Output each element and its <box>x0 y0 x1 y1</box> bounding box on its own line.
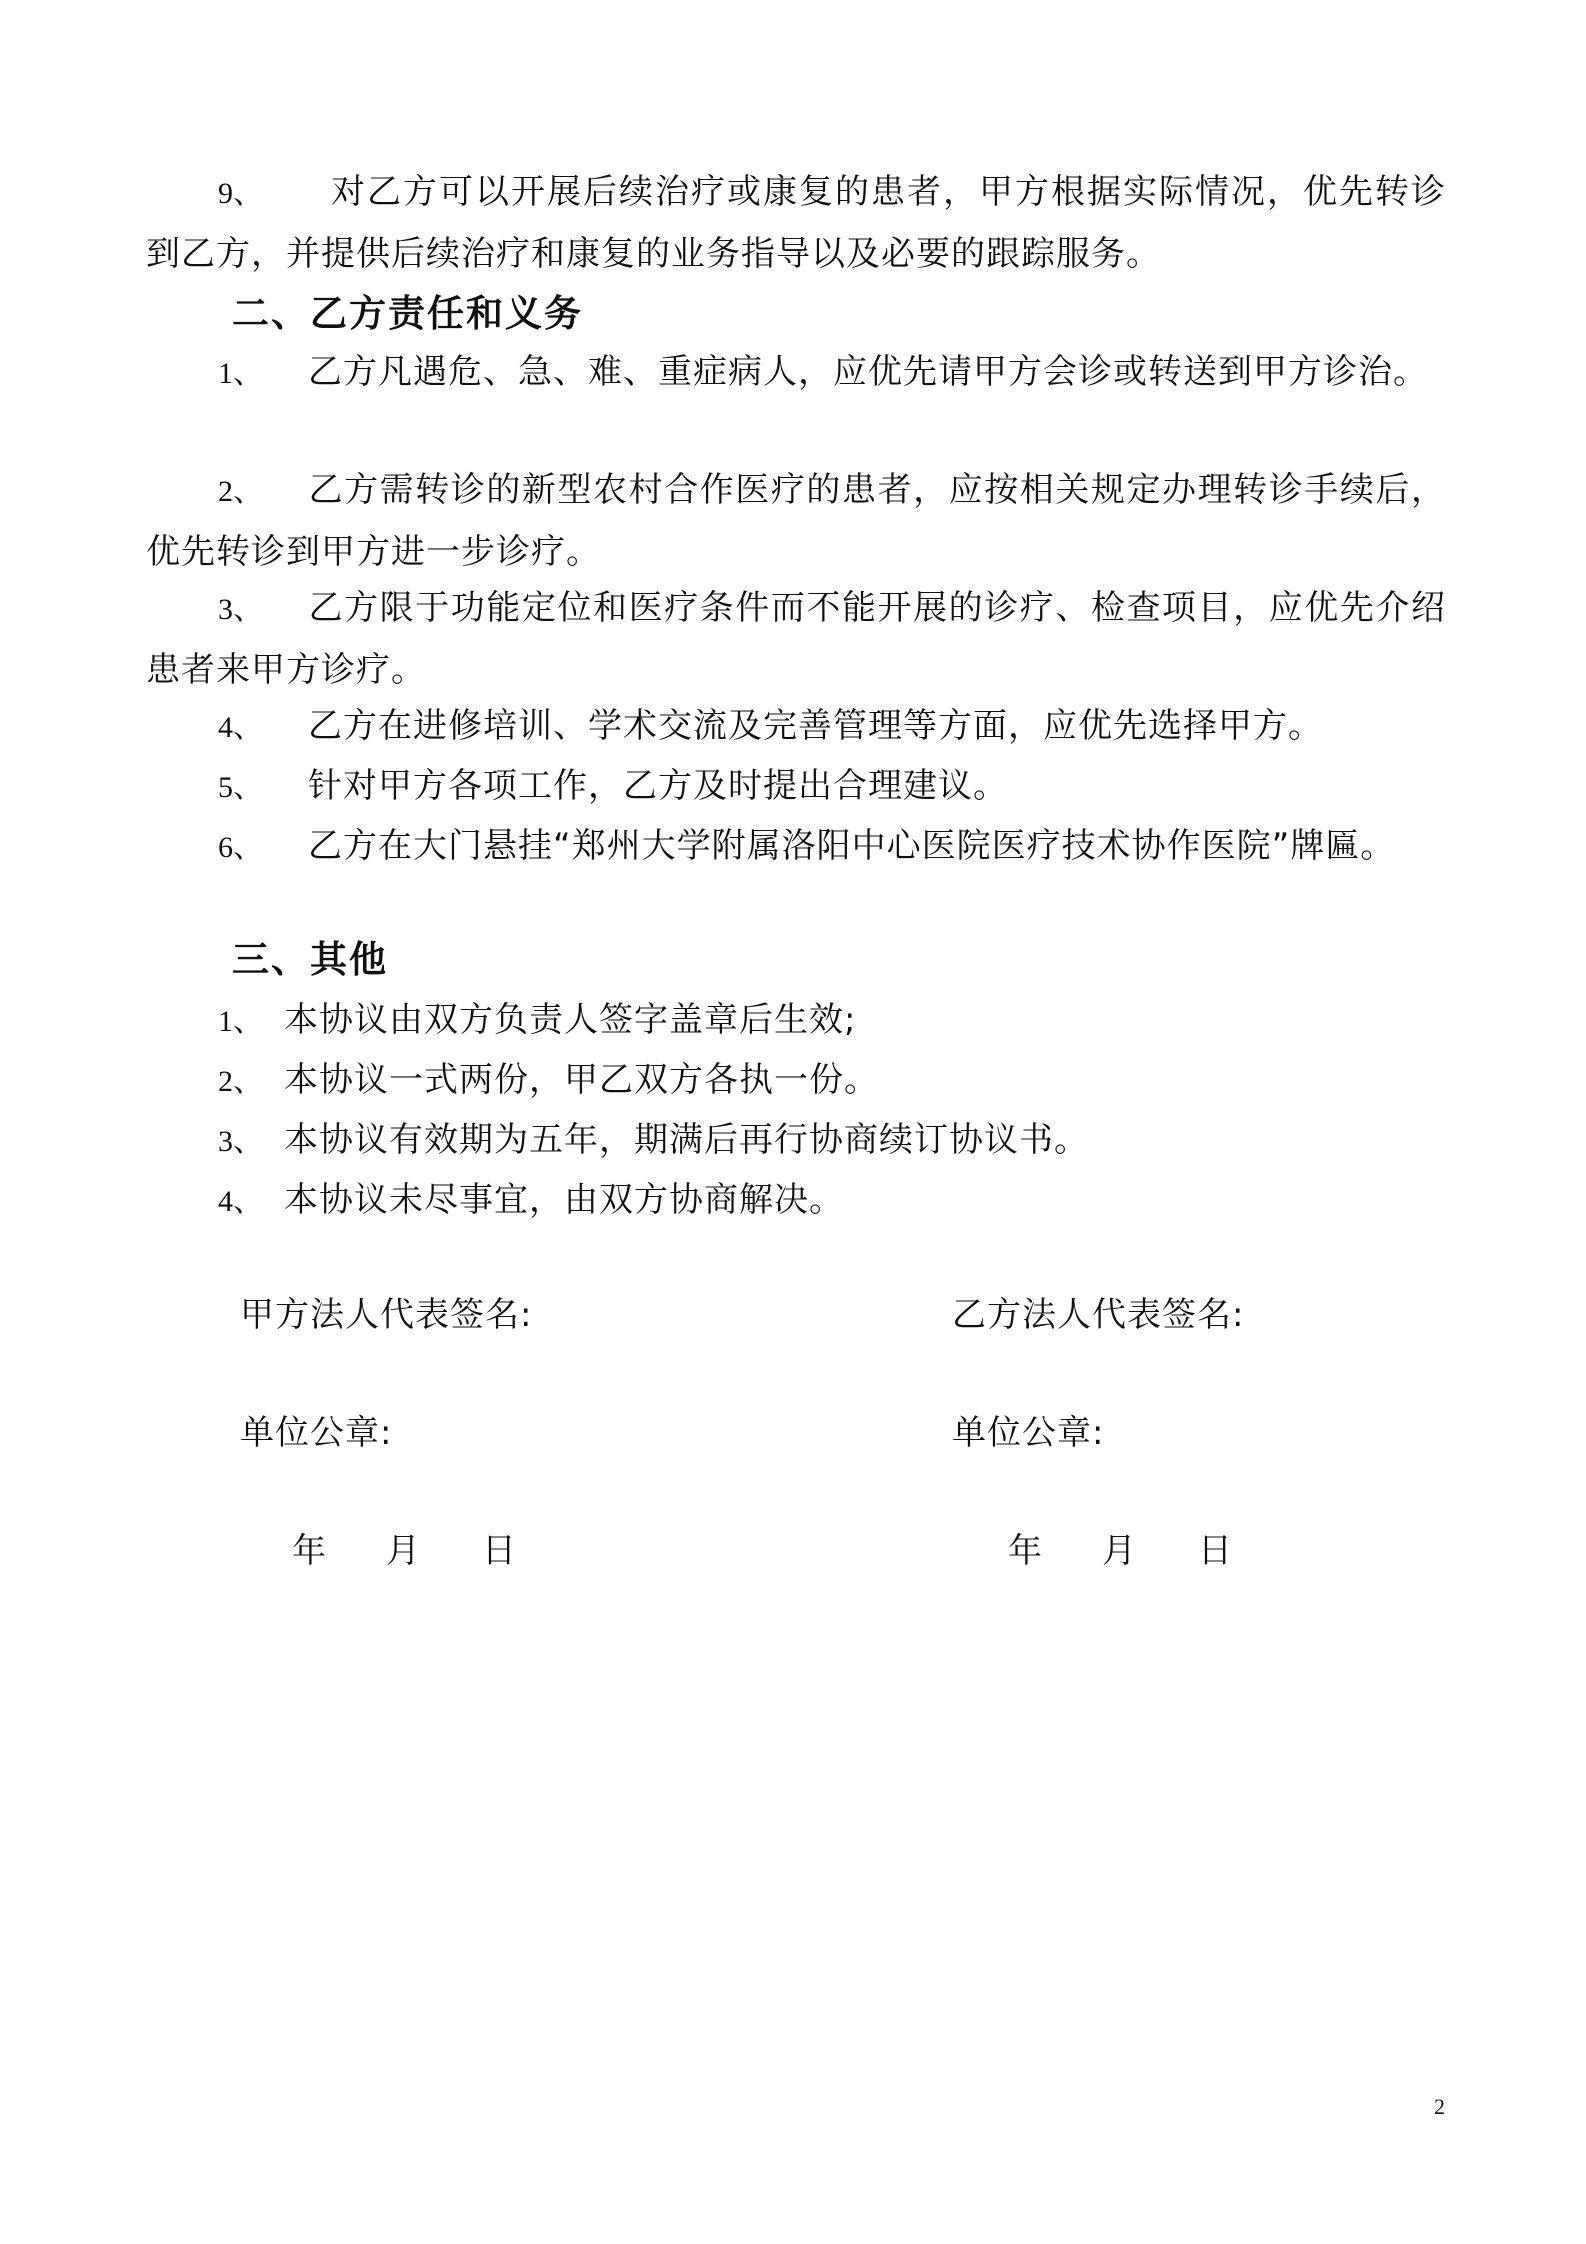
item-text: 本协议由双方负责人签字盖章后生效; <box>284 1000 857 1040</box>
party-a-date <box>292 1526 552 1576</box>
item-number: 5、 <box>218 771 263 804</box>
party-b-seal-label: 单位公章: <box>952 1413 1105 1453</box>
party-a-month: 月 <box>386 1531 420 1571</box>
section2-item-5 <box>146 756 1008 818</box>
party-a-seal-label: 单位公章: <box>240 1413 393 1453</box>
party-b-rep-label: 乙方法人代表签名: <box>952 1295 1245 1335</box>
item-text: 对乙方可以开展后续治疗或康复的患者，甲方根据实际情况，优先转诊到乙方，并提供后续治疗和康复的业务指导以及必要的跟踪服务。 <box>146 172 1446 274</box>
section3-item-3 <box>146 1110 1089 1172</box>
item-number: 1、 <box>218 1005 263 1038</box>
item-number: 3、 <box>218 593 263 626</box>
section3-item-2 <box>146 1050 879 1112</box>
item-text: 本协议一式两份，甲乙双方各执一份。 <box>284 1060 879 1100</box>
item-number: 2、 <box>218 475 263 508</box>
item-number: 1、 <box>218 357 263 390</box>
section3-item-1 <box>146 990 856 1052</box>
party-b-month: 月 <box>1102 1531 1136 1571</box>
section3-item-4 <box>146 1170 844 1232</box>
item-number: 2、 <box>218 1065 263 1098</box>
item-text: 针对甲方各项工作，乙方及时提出合理建议。 <box>308 766 1008 806</box>
section1-item-9 <box>146 162 1446 284</box>
section2-item-4 <box>146 696 1323 758</box>
section2-item-2 <box>146 460 1446 582</box>
section2-item-6 <box>146 816 1446 878</box>
item-text: 乙方需转诊的新型农村合作医疗的患者，应按相关规定办理转诊手续后，优先转诊到甲方进一步诊疗。 <box>146 470 1446 572</box>
section2-heading: 二、乙方责任和义务 <box>232 292 583 335</box>
item-text: 乙方凡遇危、急、难、重症病人，应优先请甲方会诊或转送到甲方诊治。 <box>308 352 1428 392</box>
item-number: 3、 <box>218 1125 263 1158</box>
party-b-year: 年 <box>1008 1531 1042 1571</box>
item-number: 4、 <box>218 1185 263 1218</box>
item-number: 6、 <box>218 831 263 864</box>
item-text: 乙方在大门悬挂“郑州大学附属洛阳中心医院医疗技术协作医院”牌匾。 <box>308 826 1396 866</box>
section3-heading: 三、其他 <box>232 938 388 981</box>
party-a-year: 年 <box>292 1531 326 1571</box>
page-number: 2 <box>1434 2094 1445 2119</box>
section2-item-1 <box>146 342 1446 404</box>
section2-item-3 <box>146 578 1446 700</box>
item-number: 4、 <box>218 711 263 744</box>
item-text: 本协议未尽事宜，由双方协商解决。 <box>284 1180 844 1220</box>
party-a-day: 日 <box>482 1531 516 1571</box>
item-text: 乙方限于功能定位和医疗条件而不能开展的诊疗、检查项目，应优先介绍患者来甲方诊疗。 <box>146 588 1446 690</box>
party-b-date <box>1008 1526 1268 1576</box>
item-text: 乙方在进修培训、学术交流及完善管理等方面，应优先选择甲方。 <box>308 706 1323 746</box>
item-number: 9、 <box>218 177 263 210</box>
party-a-rep-label: 甲方法人代表签名: <box>240 1295 533 1335</box>
party-b-day: 日 <box>1198 1531 1232 1571</box>
item-text: 本协议有效期为五年，期满后再行协商续订协议书。 <box>284 1120 1089 1160</box>
